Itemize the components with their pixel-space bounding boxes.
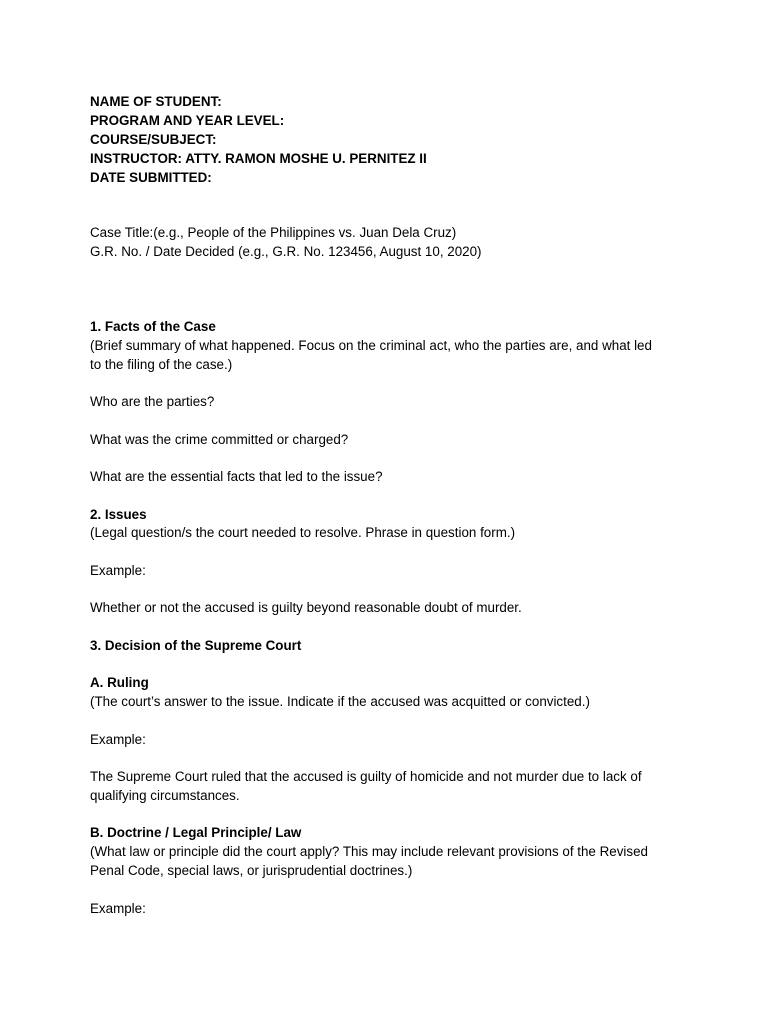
doctrine-example-label: Example: xyxy=(90,901,146,916)
doctrine-description-line: (What law or principle did the court apply? This may include relevant provisions of the Revised xyxy=(90,844,648,859)
decision-heading: 3. Decision of the Supreme Court xyxy=(90,638,302,653)
doctrine-description-line: Penal Code, special laws, or jurisprudential doctrines.) xyxy=(90,863,413,878)
facts-heading: 1. Facts of the Case xyxy=(90,319,216,334)
ruling-example-line: The Supreme Court ruled that the accused is guilty of homicide and not murder due to lack of xyxy=(90,769,642,784)
issues-example-label: Example: xyxy=(90,563,146,578)
issues-example-text: Whether or not the accused is guilty beyond reasonable doubt of murder. xyxy=(90,600,522,615)
ruling-example-line: qualifying circumstances. xyxy=(90,788,240,803)
gr-number-line: G.R. No. / Date Decided (e.g., G.R. No. 123456, August 10, 2020) xyxy=(90,244,482,259)
facts-question-parties: Who are the parties? xyxy=(90,394,215,409)
student-info-header xyxy=(90,92,690,187)
course-subject-label: COURSE/SUBJECT: xyxy=(90,132,217,147)
name-of-student-label: NAME OF STUDENT: xyxy=(90,94,222,109)
facts-description xyxy=(90,336,690,374)
facts-description-line: (Brief summary of what happened. Focus on the criminal act, who the parties are, and what led xyxy=(90,338,652,353)
doctrine-description xyxy=(90,842,690,880)
case-title-line: Case Title:(e.g., People of the Philippines vs. Juan Dela Cruz) xyxy=(90,225,457,240)
facts-description-line: to the filing of the case.) xyxy=(90,357,233,372)
date-submitted-label: DATE SUBMITTED: xyxy=(90,170,212,185)
facts-question-essential: What are the essential facts that led to the issue? xyxy=(90,469,383,484)
case-info xyxy=(90,223,690,261)
ruling-heading: A. Ruling xyxy=(90,675,149,690)
facts-question-crime: What was the crime committed or charged? xyxy=(90,432,349,447)
doctrine-heading: B. Doctrine / Legal Principle/ Law xyxy=(90,825,302,840)
ruling-description: (The court’s answer to the issue. Indicate if the accused was acquitted or convicted.) xyxy=(90,694,590,709)
ruling-example-label: Example: xyxy=(90,732,146,747)
instructor-label: INSTRUCTOR: ATTY. RAMON MOSHE U. PERNITEZ II xyxy=(90,151,427,166)
issues-heading: 2. Issues xyxy=(90,507,147,522)
issues-description: (Legal question/s the court needed to resolve. Phrase in question form.) xyxy=(90,525,516,540)
ruling-example-text xyxy=(90,767,690,805)
program-year-label: PROGRAM AND YEAR LEVEL: xyxy=(90,113,285,128)
